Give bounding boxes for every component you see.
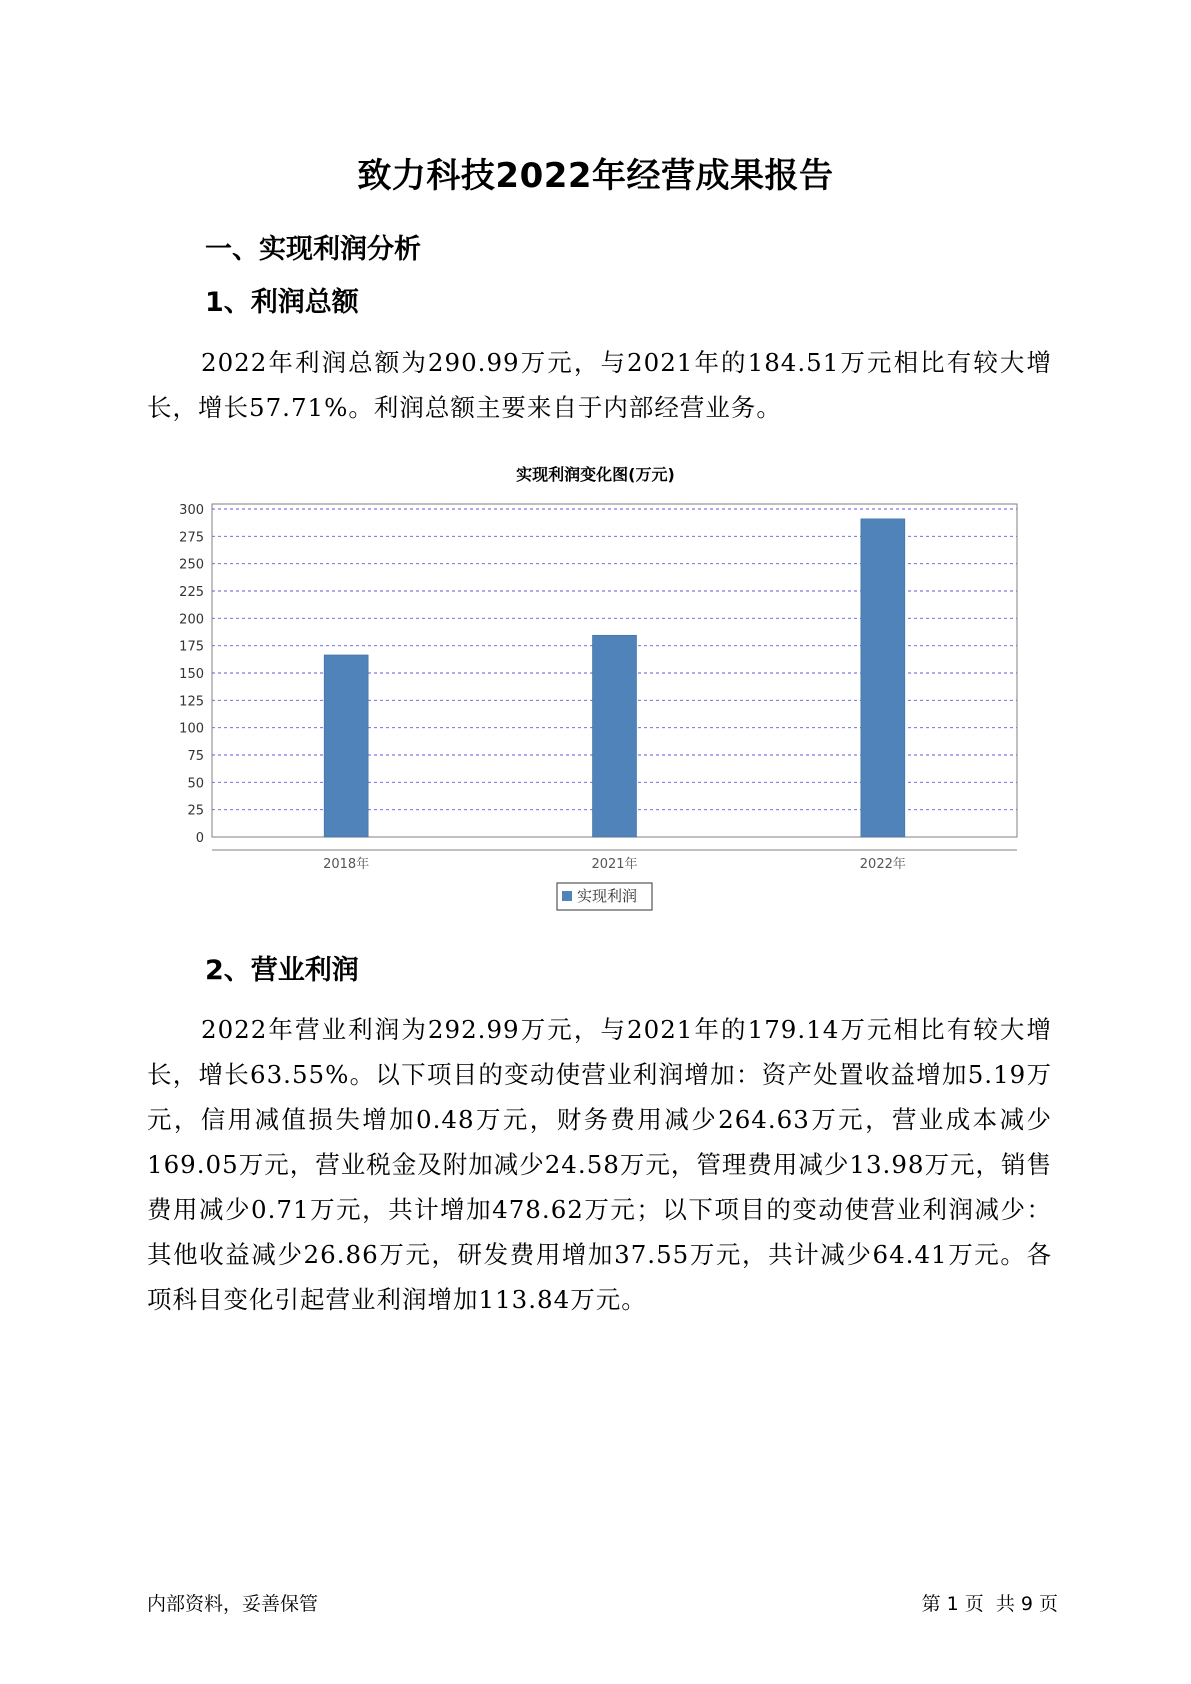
section-heading-profit-analysis: 一、实现利润分析 [205, 234, 421, 265]
y-tick-label: 100 [179, 721, 204, 737]
subheading-operating-profit: 2、营业利润 [205, 955, 359, 986]
bar-2021年 [593, 635, 637, 837]
y-tick-label: 225 [179, 585, 204, 600]
paragraph-operating-profit: 2022年营业利润为292.99万元，与2021年的179.14万元相比有较大增长，增长63.55%。以下项目的变动使营业利润增加：资产处置收益增加5.19万元，信用减值损失增加0.48万元，财务费用减少264.63万元，营业成本减少169.05万元，营业税金及附加减少24.58万元，管理费用减少13.98万元，销售费用减少0.71万元，共计增加478.62万元；以下项目的变动使营业利润减少：其他收益减少26.86万元，研发费用增加37.55万元，共计减少64.41万元。各项科目变化引起营业利润增加113.84万元。 [147, 1015, 1053, 1314]
chart-bars [324, 519, 905, 837]
y-tick-labels [179, 503, 204, 846]
x-tick-label: 2021年 [591, 857, 638, 872]
y-tick-label: 150 [179, 667, 204, 682]
x-tick-labels [323, 856, 906, 872]
y-tick-label: 0 [195, 831, 204, 846]
footer-confidential-note: 内部资料，妥善保管 [147, 1593, 319, 1615]
bar-2018年 [324, 655, 368, 837]
y-tick-label: 250 [179, 557, 204, 573]
chart-legend [557, 883, 652, 910]
y-tick-label: 125 [179, 694, 204, 710]
y-tick-label: 175 [179, 639, 204, 655]
y-tick-label: 75 [187, 749, 204, 764]
chart-title: 实现利润变化图(万元) [516, 465, 675, 484]
x-tick-label: 2018年 [323, 857, 370, 872]
y-tick-label: 300 [179, 503, 204, 518]
y-tick-label: 275 [179, 530, 204, 546]
x-tick-label: 2022年 [859, 857, 906, 872]
y-tick-label: 25 [187, 803, 204, 819]
legend-label: 实现利润 [577, 887, 638, 905]
y-tick-label: 200 [179, 612, 204, 628]
subheading-total-profit: 1、利润总额 [205, 287, 359, 318]
footer-page-number: 第 1 页 共 9 页 [921, 1593, 1058, 1615]
y-tick-label: 50 [187, 776, 204, 792]
paragraph-total-profit: 2022年利润总额为290.99万元，与2021年的184.51万元相比有较大增长，增长57.71%。利润总额主要来自于内部经营业务。 [147, 348, 1052, 422]
bar-2022年 [861, 519, 905, 837]
report-title: 致力科技2022年经营成果报告 [357, 156, 834, 196]
legend-swatch [562, 891, 572, 901]
